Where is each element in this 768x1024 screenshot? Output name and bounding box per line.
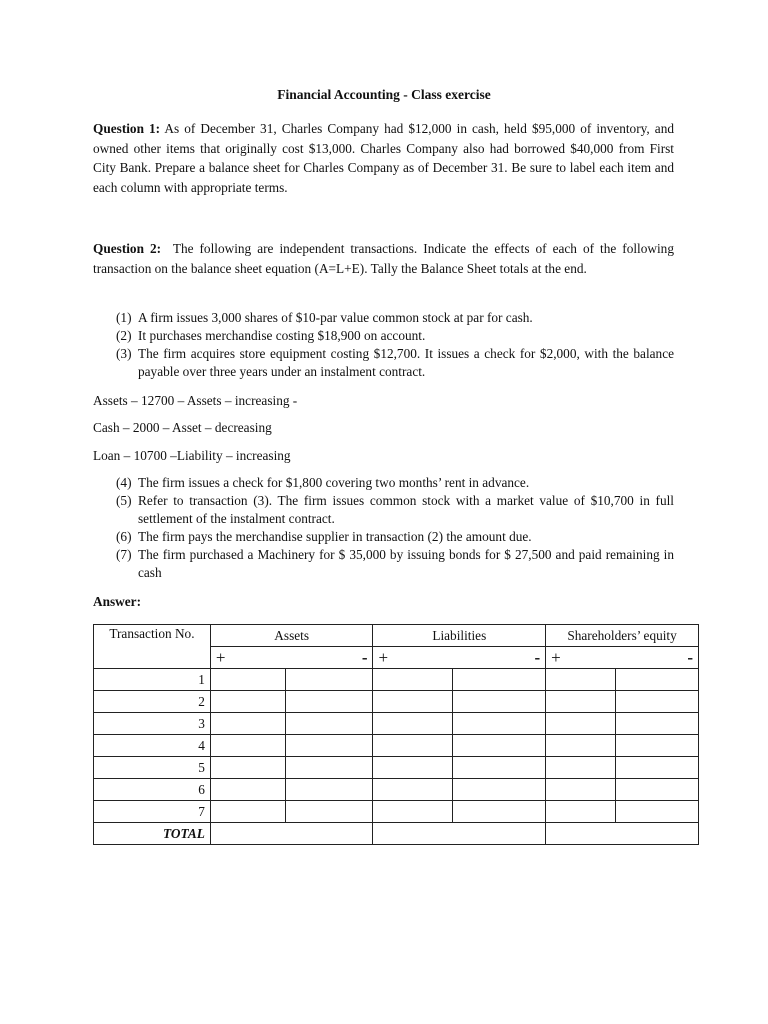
transaction-item: (7) The firm purchased a Machinery for $ 35,000 by issuing bonds for $ 27,500 and paid remaining in cash — [116, 547, 674, 580]
note-line: Cash – 2000 – Asset – decreasing — [93, 420, 272, 435]
header-liabilities: Liabilities — [373, 625, 546, 647]
transaction-item: (6) The firm pays the merchandise supplier in transaction (2) the amount due. — [116, 529, 532, 544]
total-label: TOTAL — [94, 823, 211, 845]
table-row: 3 — [94, 713, 699, 735]
question-1-text: As of December 31, Charles Company had $12,000 in cash, held $95,000 of inventory, and owned other items that originally cost $13,000. Charles Company also had borrowed $40,000 from First City Bank. Prepare a balance sheet for Charles Company as of December 31. Be sure to label each item and each column with appropriate terms. — [93, 121, 674, 195]
transaction-list-b — [116, 474, 674, 582]
question-2 — [93, 239, 674, 278]
answer-table — [93, 624, 699, 845]
header-assets: Assets — [210, 625, 373, 647]
header-transaction-no: Transaction No. — [94, 625, 211, 669]
assets-total-cell[interactable] — [210, 823, 373, 845]
table-row: 6 — [94, 779, 699, 801]
transaction-item: (1) A firm issues 3,000 shares of $10-par value common stock at par for cash. — [116, 310, 533, 325]
table-row: 4 — [94, 735, 699, 757]
question-1 — [93, 119, 674, 197]
transaction-item: (5) Refer to transaction (3). The firm issues common stock with a market value of $10,700 in full settlement of the instalment contract. — [116, 493, 674, 526]
question-1-label: Question 1: — [93, 121, 161, 136]
table-total-row — [94, 823, 699, 845]
table-row: 2 — [94, 691, 699, 713]
header-shareholders-equity: Shareholders’ equity — [546, 625, 699, 647]
assets-signs: + - — [210, 647, 373, 669]
answer-label: Answer: — [93, 594, 142, 609]
note-line: Assets – 12700 – Assets – increasing - — [93, 393, 298, 408]
transaction-list-a — [116, 309, 674, 381]
table-row: 5 — [94, 757, 699, 779]
question-2-text: The following are independent transactions. Indicate the effects of each of the following transaction on the balance sheet equation (A=L+E). Tally the Balance Sheet totals at the end. — [93, 241, 674, 276]
table-header-row — [94, 625, 699, 647]
transaction-item: (3) The firm acquires store equipment costing $12,700. It issues a check for $2,000, with the balance payable over three years under an instalment contract. — [116, 346, 674, 379]
liabilities-total-cell[interactable] — [373, 823, 546, 845]
page-title: Financial Accounting - Class exercise — [277, 87, 491, 102]
equity-total-cell[interactable] — [546, 823, 699, 845]
table-row: 7 — [94, 801, 699, 823]
equity-signs: + - — [546, 647, 699, 669]
transaction-item: (4) The firm issues a check for $1,800 covering two months’ rent in advance. — [116, 475, 530, 490]
note-line: Loan – 10700 –Liability – increasing — [93, 448, 291, 463]
transaction-item: (2) It purchases merchandise costing $18,900 on account. — [116, 328, 426, 343]
table-row: 1 — [94, 669, 699, 691]
question-2-label: Question 2: — [93, 241, 162, 256]
liabilities-signs: + - — [373, 647, 546, 669]
